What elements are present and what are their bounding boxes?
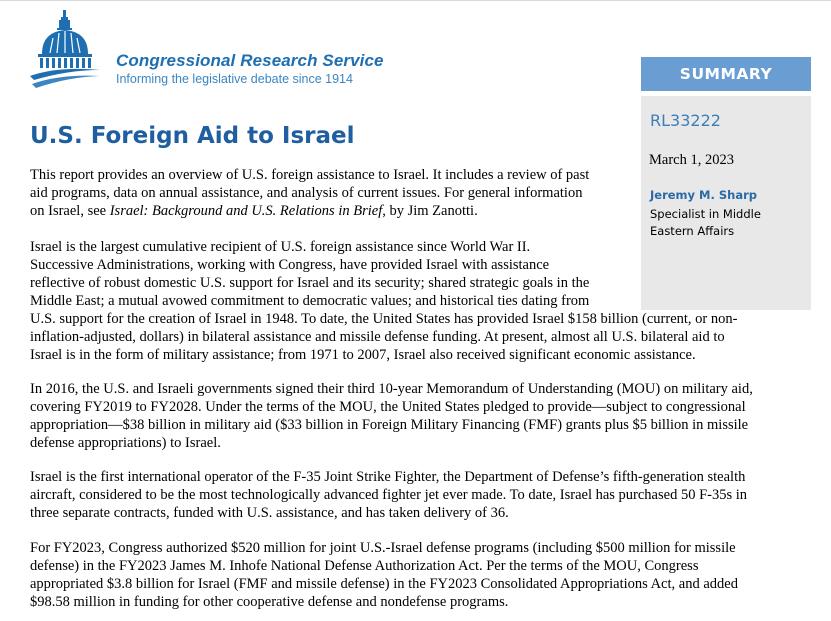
author-title-line: Specialist in Middle [650,207,761,221]
capitol-dome-logo-icon [28,6,102,92]
author-name[interactable]: Jeremy M. Sharp [650,188,757,202]
paragraph-f35 [30,468,747,522]
report-id: RL33222 [650,111,721,130]
text-line: aid programs, data on annual assistance, and analysis of current issues. For general information [30,185,583,201]
paragraph-cumulative-aid [30,238,737,364]
text-line: defense appropriations) to Israel. [30,435,221,451]
text-line: In 2016, the U.S. and Israeli governments signed their third 10-year Memorandum of Understanding (MOU) on military aid, [30,381,753,397]
text-line: Israel is in the form of military assistance; from 1971 to 2007, Israel also received significant economic assistance. [30,347,696,363]
author-title-line: Eastern Affairs [650,224,735,238]
text-line: U.S. support for the creation of Israel in 1948. To date, the United States has provided Israel $158 billion (current, or non- [30,311,738,327]
summary-header: SUMMARY [641,57,811,91]
text-segment: on Israel, see [30,203,110,219]
author-title [650,206,800,240]
text-line: inflation-adjusted, dollars) in bilateral assistance and missile defense funding. At present, almost all U.S. bilateral aid to [30,329,725,345]
report-reference-link[interactable]: Israel: Background and U.S. Relations in Brief [109,203,383,219]
text-line: appropriation—$38 billion in military aid ($33 billion in Foreign Military Financing (FMF) grants plus $5 billion in missile [30,417,749,433]
text-line: This report provides an overview of U.S. foreign assistance to Israel. It includes a review of past [30,167,590,183]
text-line: Successive Administrations, working with Congress, have provided Israel with assistance [30,257,550,273]
organization-tagline: Informing the legislative debate since 1914 [116,72,353,86]
paragraph-overview [30,166,589,220]
text-line: For FY2023, Congress authorized $520 million for joint U.S.-Israel defense programs (including $500 million for missile [30,540,736,556]
paragraph-fy2023 [30,539,738,611]
report-date: March 1, 2023 [649,152,734,168]
text-segment: , by Jim Zanotti. [382,203,478,219]
organization-name: Congressional Research Service [116,51,384,70]
text-line: Israel is the largest cumulative recipient of U.S. foreign assistance since World War II. [30,239,531,255]
paragraph-mou [30,380,753,452]
text-line [30,202,589,220]
text-line: reflective of robust domestic U.S. support for Israel and its security; shared strategic goals in the [30,275,590,291]
text-line: defense) in the FY2023 James M. Inhofe National Defense Authorization Act. Per the terms of the MOU, Congress [30,558,699,574]
page-top-border [0,0,831,1]
text-line: Middle East; a mutual avowed commitment to democratic values; and historical ties dating from [30,293,590,309]
text-line: aircraft, considered to be the most technologically advanced fighter jet ever made. To date, Israel has purchased 50 F-35s in [30,487,748,503]
page-title: U.S. Foreign Aid to Israel [30,123,355,149]
text-line: Israel is the first international operator of the F-35 Joint Strike Fighter, the Department of Defense’s fifth-generation stealth [30,469,746,485]
text-line: $98.58 million in funding for other cooperative defense and nondefense programs. [30,594,509,610]
text-line: three separate contracts, funded with U.S. assistance, and has taken delivery of 36. [30,505,509,521]
text-line: covering FY2019 to FY2028. Under the terms of the MOU, the United States pledged to provide—subject to congressional [30,399,746,415]
text-line: appropriated $3.8 billion for Israel (FMF and missile defense) in the FY2023 Consolidated Appropriations Act, and added [30,576,738,592]
